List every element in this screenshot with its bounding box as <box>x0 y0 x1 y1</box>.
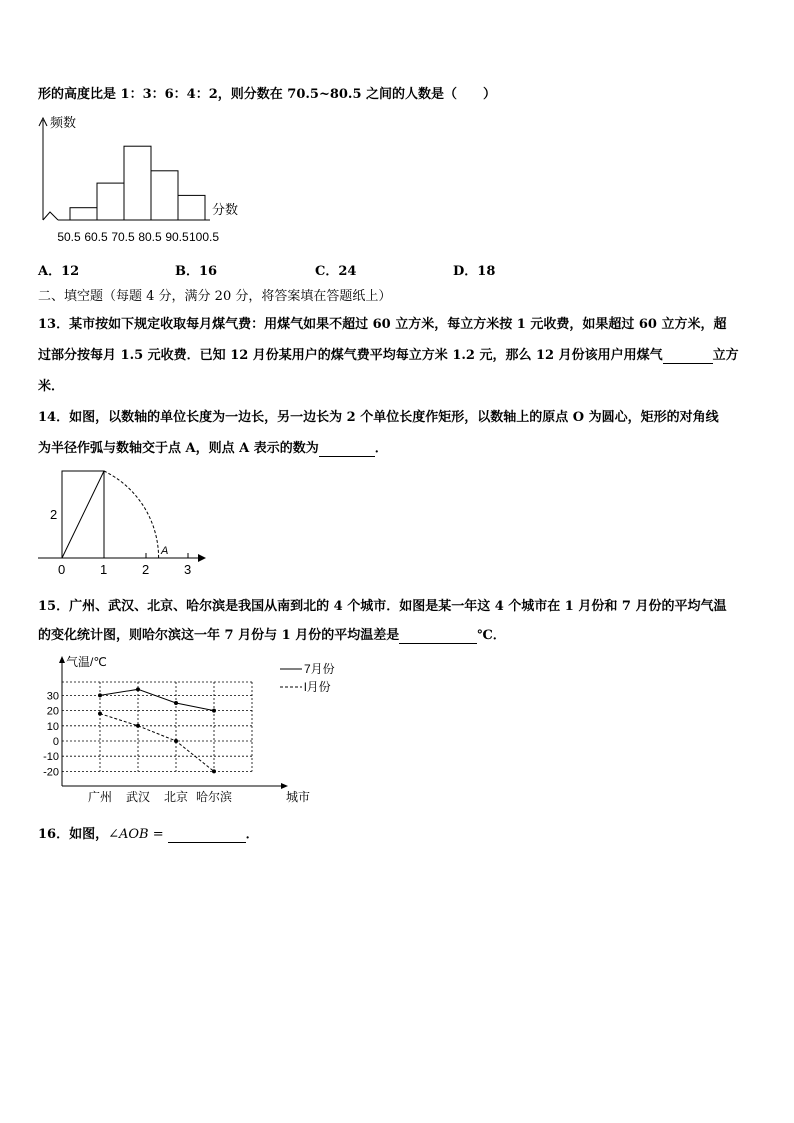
q16-answer-blank[interactable] <box>168 827 246 843</box>
chart-data-point <box>136 724 140 728</box>
chart-x-tick-label: 哈尔滨 <box>195 790 233 804</box>
q12-option-a-letter: A． <box>38 264 62 279</box>
q14-line2-tail: ． <box>374 441 388 456</box>
q16-suffix: ． <box>245 827 259 842</box>
histogram-tick-label: 50.5 <box>57 230 81 244</box>
chart-data-point <box>98 712 102 716</box>
q12-histogram <box>38 112 258 247</box>
q15-line2 <box>38 624 506 644</box>
q12-stem-tail: 形的高度比是 1：3：6：4：2，则分数在 70.5~80.5 之间的人数是（ ） <box>38 87 497 102</box>
q15-line1: 15．广州、武汉、北京、哈尔滨是我国从南到北的 4 个城市．如图是某一年这 4 个城市在 1 月份和 7 月份的平均气温 <box>38 599 727 614</box>
q13-line2 <box>38 344 739 364</box>
q14-line1: 14．如图，以数轴的单位长度为一边长，另一边长为 2 个单位长度作矩形，以数轴上的原点 O 为圆心，矩形的对角线 <box>38 410 719 425</box>
q15-answer-blank[interactable] <box>399 628 477 644</box>
section2-title: 二、填空题（每题 4 分，满分 20 分，将答案填在答题纸上） <box>38 289 392 304</box>
q12-ylabel: 频数 <box>50 115 77 130</box>
chart-data-point <box>212 709 216 713</box>
histogram-tick-label: 90.5 <box>165 230 189 244</box>
q14-axis-label-1: 1 <box>100 562 108 577</box>
q13-line2-text: 过部分按每月 1.5 元收费．已知 12 月份某用户的煤气费平均每立方米 1.2 元，那么 12 月份该用户用煤气 <box>38 348 663 363</box>
q14-axis-label-2: 2 <box>142 562 150 577</box>
histogram-bar <box>151 171 178 220</box>
q14-axis-label-3: 3 <box>184 562 192 577</box>
chart-x-tick-label: 广州 <box>87 790 113 804</box>
chart-y-tick-label: -20 <box>43 766 59 779</box>
q16-line <box>38 823 259 843</box>
q14-height-label: 2 <box>50 507 58 522</box>
legend-series-2: l月份 <box>304 680 331 694</box>
q13-line3: 米． <box>38 379 65 394</box>
chart-data-point <box>174 701 178 705</box>
q14-point-a-label: A <box>161 545 169 557</box>
q12-option-b-text: 16 <box>199 264 218 279</box>
chart-y-tick-label: 0 <box>52 736 59 748</box>
q13-answer-blank[interactable] <box>663 348 713 364</box>
chart-x-tick-label: 武汉 <box>125 790 151 804</box>
chart-x-tick-label: 北京 <box>163 790 189 804</box>
q12-option-c-text: 24 <box>338 264 357 279</box>
chart-data-point <box>98 693 102 697</box>
q12-option-d-text: 18 <box>477 264 496 279</box>
q12-option-d-letter: D． <box>453 264 478 279</box>
legend-series-1: 7月份 <box>304 662 335 676</box>
histogram-bar <box>178 195 205 220</box>
histogram-tick-label: 80.5 <box>138 230 162 244</box>
chart-series-line <box>100 714 214 772</box>
q13-line2-tail: 立方 <box>712 348 739 363</box>
q14-arc <box>104 471 159 558</box>
q12-option-b-letter: B． <box>175 264 199 279</box>
histogram-tick-label: 70.5 <box>111 230 135 244</box>
chart-ylabel: 气温/℃ <box>66 655 107 669</box>
q13-line1: 13．某市按如下规定收取每月煤气费：用煤气如果不超过 60 立方米，每立方米按 1 元收费，如果超过 60 立方米，超 <box>38 317 727 332</box>
q12-option-c[interactable] <box>315 260 356 279</box>
q15-line2-tail: ℃． <box>477 628 506 643</box>
q16-prefix: 16．如图， <box>38 827 109 842</box>
histogram-bar <box>124 146 151 220</box>
q14-axis-label-0: 0 <box>58 562 66 577</box>
q12-option-a-text: 12 <box>61 264 80 279</box>
chart-data-point <box>212 769 216 773</box>
q12-option-b[interactable] <box>175 260 217 279</box>
q12-xlabel: 分数 <box>212 202 239 217</box>
q14-diagonal <box>62 471 104 558</box>
q14-line2-text: 为半径作弧与数轴交于点 A，则点 A 表示的数为 <box>38 441 319 456</box>
chart-y-tick-label: 30 <box>46 690 59 703</box>
q12-option-d[interactable] <box>453 260 495 279</box>
chart-data-point <box>136 687 140 691</box>
chart-data-point <box>174 739 178 743</box>
q14-figure <box>38 462 218 582</box>
q12-option-a[interactable] <box>38 260 79 279</box>
chart-series-line <box>100 689 214 710</box>
histogram-tick-label: 60.5 <box>84 230 108 244</box>
q15-temperature-chart <box>38 648 358 808</box>
q12-option-c-letter: C． <box>315 264 339 279</box>
chart-y-tick-label: 10 <box>46 720 59 733</box>
chart-y-tick-label: 20 <box>46 705 59 718</box>
q16-angle-expression: ∠AOB = <box>108 827 164 842</box>
histogram-bar <box>97 183 124 220</box>
q14-answer-blank[interactable] <box>319 441 375 457</box>
q15-line2-text: 的变化统计图，则哈尔滨这一年 7 月份与 1 月份的平均温差是 <box>38 628 400 643</box>
q14-line2 <box>38 437 388 457</box>
chart-y-tick-label: -10 <box>43 751 59 764</box>
histogram-bar <box>70 208 97 220</box>
histogram-tick-label: 100.5 <box>188 230 220 244</box>
chart-xlabel: 城市 <box>286 790 311 804</box>
